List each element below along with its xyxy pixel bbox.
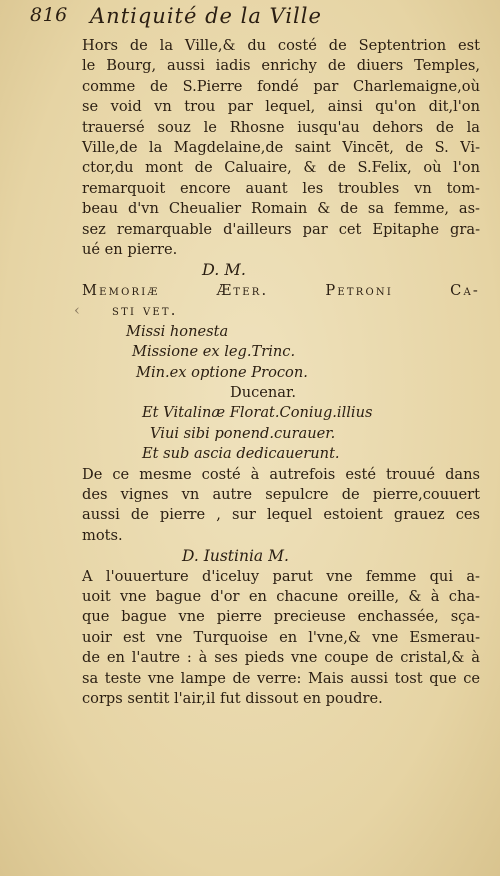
epitaph-heading: D. Iustinia M. xyxy=(182,547,289,566)
text-line: Ville,de la Magdelaine,de saint Vincēt, de S. Vi- xyxy=(82,139,480,157)
bracket-mark: ‹ xyxy=(74,302,83,320)
text-line: Hors de la Ville,& du costé de Septentrion est xyxy=(82,37,480,54)
text-line: comme de S.Pierre fondé par Charlemaigne,où xyxy=(82,77,480,95)
text-line: A l'ouuerture d'iceluy parut vne femme qui a- xyxy=(82,567,480,585)
text-line: aussi de pierre , sur lequel estoient grauez ces xyxy=(82,506,480,524)
body-text xyxy=(74,36,480,709)
text-line: uoit vne bague d'or en chacune oreille, & à cha- xyxy=(82,587,480,605)
epitaph-line: Et sub ascia dedicauerunt. xyxy=(142,445,340,463)
text-line: de en l'autre : à ses pieds vne coupe de cristal,& à xyxy=(82,649,480,667)
text-line: beau d'vn Cheualier Romain & de sa femme, as- xyxy=(82,200,480,218)
epitaph-heading: D. M. xyxy=(202,260,246,280)
epitaph-line-text: sti vet. xyxy=(112,302,178,320)
epitaph-line: Missione ex leg.Trinc. xyxy=(132,343,296,361)
running-head: Antiquité de la Ville xyxy=(90,4,322,28)
text-line: remarquoit encore auant les troubles vn tom- xyxy=(82,179,480,197)
epitaph-line xyxy=(74,301,480,321)
text-line: le Bourg, aussi iadis enrichy de diuers Temples, xyxy=(82,57,480,75)
text-line: uoir est vne Turquoise en l'vne,& vne Esmerau- xyxy=(82,628,480,646)
text-line: se void vn trou par lequel, ainsi qu'on dit,l'on xyxy=(82,98,480,116)
text-line: que bague vne pierre precieuse enchassée, sça- xyxy=(82,608,480,626)
text-line: ué en pierre. xyxy=(82,241,178,259)
text-line: corps sentit l'air,il fut dissout en poudre. xyxy=(82,690,383,707)
text-line: mots. xyxy=(82,526,123,544)
text-line: sez remarquable d'ailleurs par cet Epitaphe gra- xyxy=(82,220,480,238)
text-line: des vignes vn autre sepulcre de pierre,couuert xyxy=(82,485,480,503)
epitaph-line: Missi honesta xyxy=(126,322,229,340)
epitaph-line: Et Vitalinæ Florat.Coniug.illius xyxy=(142,404,373,422)
text-line: trauersé souz le Rhosne iusqu'au dehors de la xyxy=(82,118,480,136)
page-number: 816 xyxy=(30,4,68,26)
text-line: sa teste vne lampe de verre: Mais aussi tost que ce xyxy=(82,669,480,687)
text-line: De ce mesme costé à autrefois esté trouué dans xyxy=(82,465,480,483)
epitaph-line: Min.ex optione Procon. xyxy=(136,363,308,381)
epitaph-line: Ducenar. xyxy=(230,383,297,401)
epitaph-line: Viui sibi ponend.curauer. xyxy=(150,424,336,442)
text-line: ctor,du mont de Caluaire, & de S.Felix, où l'on xyxy=(82,159,480,177)
epitaph-line: Memoriæ Æter. Petroni Ca- xyxy=(82,281,480,299)
page-header xyxy=(30,4,480,34)
